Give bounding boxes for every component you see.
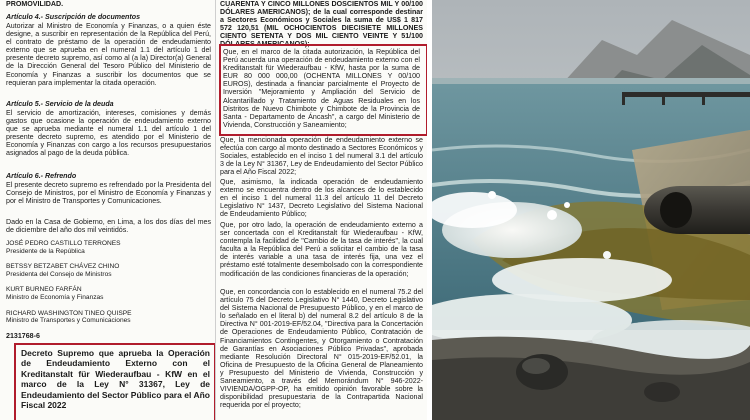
given-at-text: Dado en la Casa de Gobierno, en Lima, a los dos días del mes de diciembre del año dos mil veintidós. [6,218,211,235]
document-number: 2131768-6 [6,332,40,340]
signature-name: RICHARD WASHINGTON TINEO QUISPE [6,309,132,317]
article-6-body: El presente decreto supremo es refrendado por la Presidenta del Consejo de Ministros, por el Ministro de Economía y Finanzas y por el Ministro de Transportes y Comunicaciones. [6,181,211,206]
signature-title: Presidenta del Consejo de Ministros [6,270,112,278]
signature-title: Ministro de Transportes y Comunicaciones [6,317,131,325]
newspaper-column-right [216,0,427,420]
signature-block [6,240,211,325]
signature-name: JOSÉ PEDRO CASTILLO TERRONES [6,240,121,247]
photo-illustration [432,0,750,420]
article-6-heading: Artículo 6.- Refrendo [6,172,77,180]
paragraph-4: Que, por otro lado, la operación de endeudamiento externo a ser concertada con el Kreditanstalt für Wiederaufbau - KfW, contempla la facilidad de "Cambio de la tasa de interés", la cual faculta a la República del Perú a solicitar el cambio de la tasa de interés variable a una tasa de interés fija, una vez el préstamo esté totalmente desembolsado con la correspondiente modificación de las condiciones financieras de la operación; [220,221,423,278]
amount-text: CUARENTA Y CINCO MILLONES DOSCIENTOS MIL Y 00/100 DÓLARES AMERICANOS); de la cual corresponde destinar a Sectores Económicos y Sociales la suma de US$ 1 817 572 120,51 (MIL OCHOCIENTOS DIECISIETE MILLONES CIENTO SETENTA Y DOS MIL CIENTO VEINTE Y 51/100 DÓLARES AMERICANOS); [220,0,423,49]
beach-sewage-photo [432,0,750,420]
article-4-heading: Artículo 4.- Suscripción de documentos [6,13,141,21]
paragraph-3: Que, asimismo, la indicada operación de endeudamiento externo se encuentra dentro de los alcances de lo establecido en el inciso 1 del numeral 11.3 del artículo 11 del Decreto Legislativo N° 1437, Decreto Legislativo del Sistema Nacional de Endeudamiento Público; [220,178,423,219]
decree-title-highlight-box [14,343,215,420]
signature-name: BETSSY BETZABET CHÁVEZ CHINO [6,263,120,271]
paragraph-5: Que, en concordancia con lo establecido en el numeral 75.2 del artículo 75 del Decreto Legislativo N° 1440, Decreto Legislativo del Sistema Nacional de Presupuesto Público, y en el marco de lo señalado en el literal b) del numeral 8.2 del artículo 8 de la Directiva N° 001-2019-EF/52.04, "Directiva para la Concertación de Operaciones de Endeudamiento Público, Contratación de Financiamientos Contingentes, y Otorgamiento o Contratación de Garantías en Asociaciones Público Privadas", aprobada mediante Resolución Directoral N° 015-2019-EF/52.01, la Oficina de Presupuesto de la Oficina General de Planeamiento y Presupuesto del Ministerio de Vivienda, Construcción y Saneamiento, a través del Memorándum N° 946-2022-VIVIENDA/OGPP-OP, ha emitido opinión favorable sobre la disponibilidad presupuestaria de la Contrapartida Nacional requerida por el proyecto; [220,288,423,410]
article-4-body: Autorizar al Ministro de Economía y Finanzas, o a quien éste designe, a suscribir en representación de la República del Perú, el contrato de préstamo de la operación de endeudamiento externo que se aprueba en el numeral 1.1 del artículo 1 del presente decreto supremo, así como al (a la) Director(a) General de la Dirección General del Tesoro Público del Ministerio de Economía y Finanzas a suscribir los documentos que se requieran para implementar la citada operación. [6,22,211,87]
paragraph-2: Que, la mencionada operación de endeudamiento externo se efectúa con cargo al monto destinado a Sectores Económicos y Sociales, establecido en el inciso 1 del numeral 3.1 del artículo 3 de la Ley N° 31367, Ley de Endeudamiento del Sector Público para el Año Fiscal 2022; [220,136,423,177]
newspaper-column-left [0,0,215,420]
signature-title: Ministro de Economía y Finanzas [6,293,104,301]
signature-title: Presidente de la República [6,247,85,255]
authorization-paragraph: Que, en el marco de la citada autorización, la República del Perú acuerda una operación de endeudamiento externo con el Kreditanstalt für Wiederaufbau - KfW, hasta por la suma de EUR 80 000 000,00 (OCHENTA MILLONES Y 00/100 EUROS), destinada a financiar parcialmente el Proyecto de Inversión "Mejoramiento y Ampliación del Servicio de Alcantarillado y Tratamiento de Aguas Residuales en los Distritos de Nuevo Chimbote y Chimbote de la Provincia de Santa - Departamento de Áncash", a cargo del Ministerio de Vivienda, Construcción y Saneamiento; [223,48,420,129]
signature-name: KURT BURNEO FARFÁN [6,286,82,294]
article-5-body: El servicio de amortización, intereses, comisiones y demás gastos que ocasione la operación de endeudamiento externo que se aprueba mediante el numeral 1.1 del artículo 1 del presente decreto supremo, es atendido por el Ministerio de Economía y Finanzas con cargo a los recursos presupuestarios asignados al pago de la deuda pública. [6,109,211,158]
decree-title: Decreto Supremo que aprueba la Operación de Endeudamiento Externo con el Kreditanstalt für Wiederaufbau - KfW en el marco de la Ley N° 31367, Ley de Endeudamiento del Sector Público para el Año Fiscal 2022 [21,348,210,411]
article-5-heading: Artículo 5.- Servicio de la deuda [6,100,114,108]
top-word: PROMOVILIDAD. [6,0,64,8]
